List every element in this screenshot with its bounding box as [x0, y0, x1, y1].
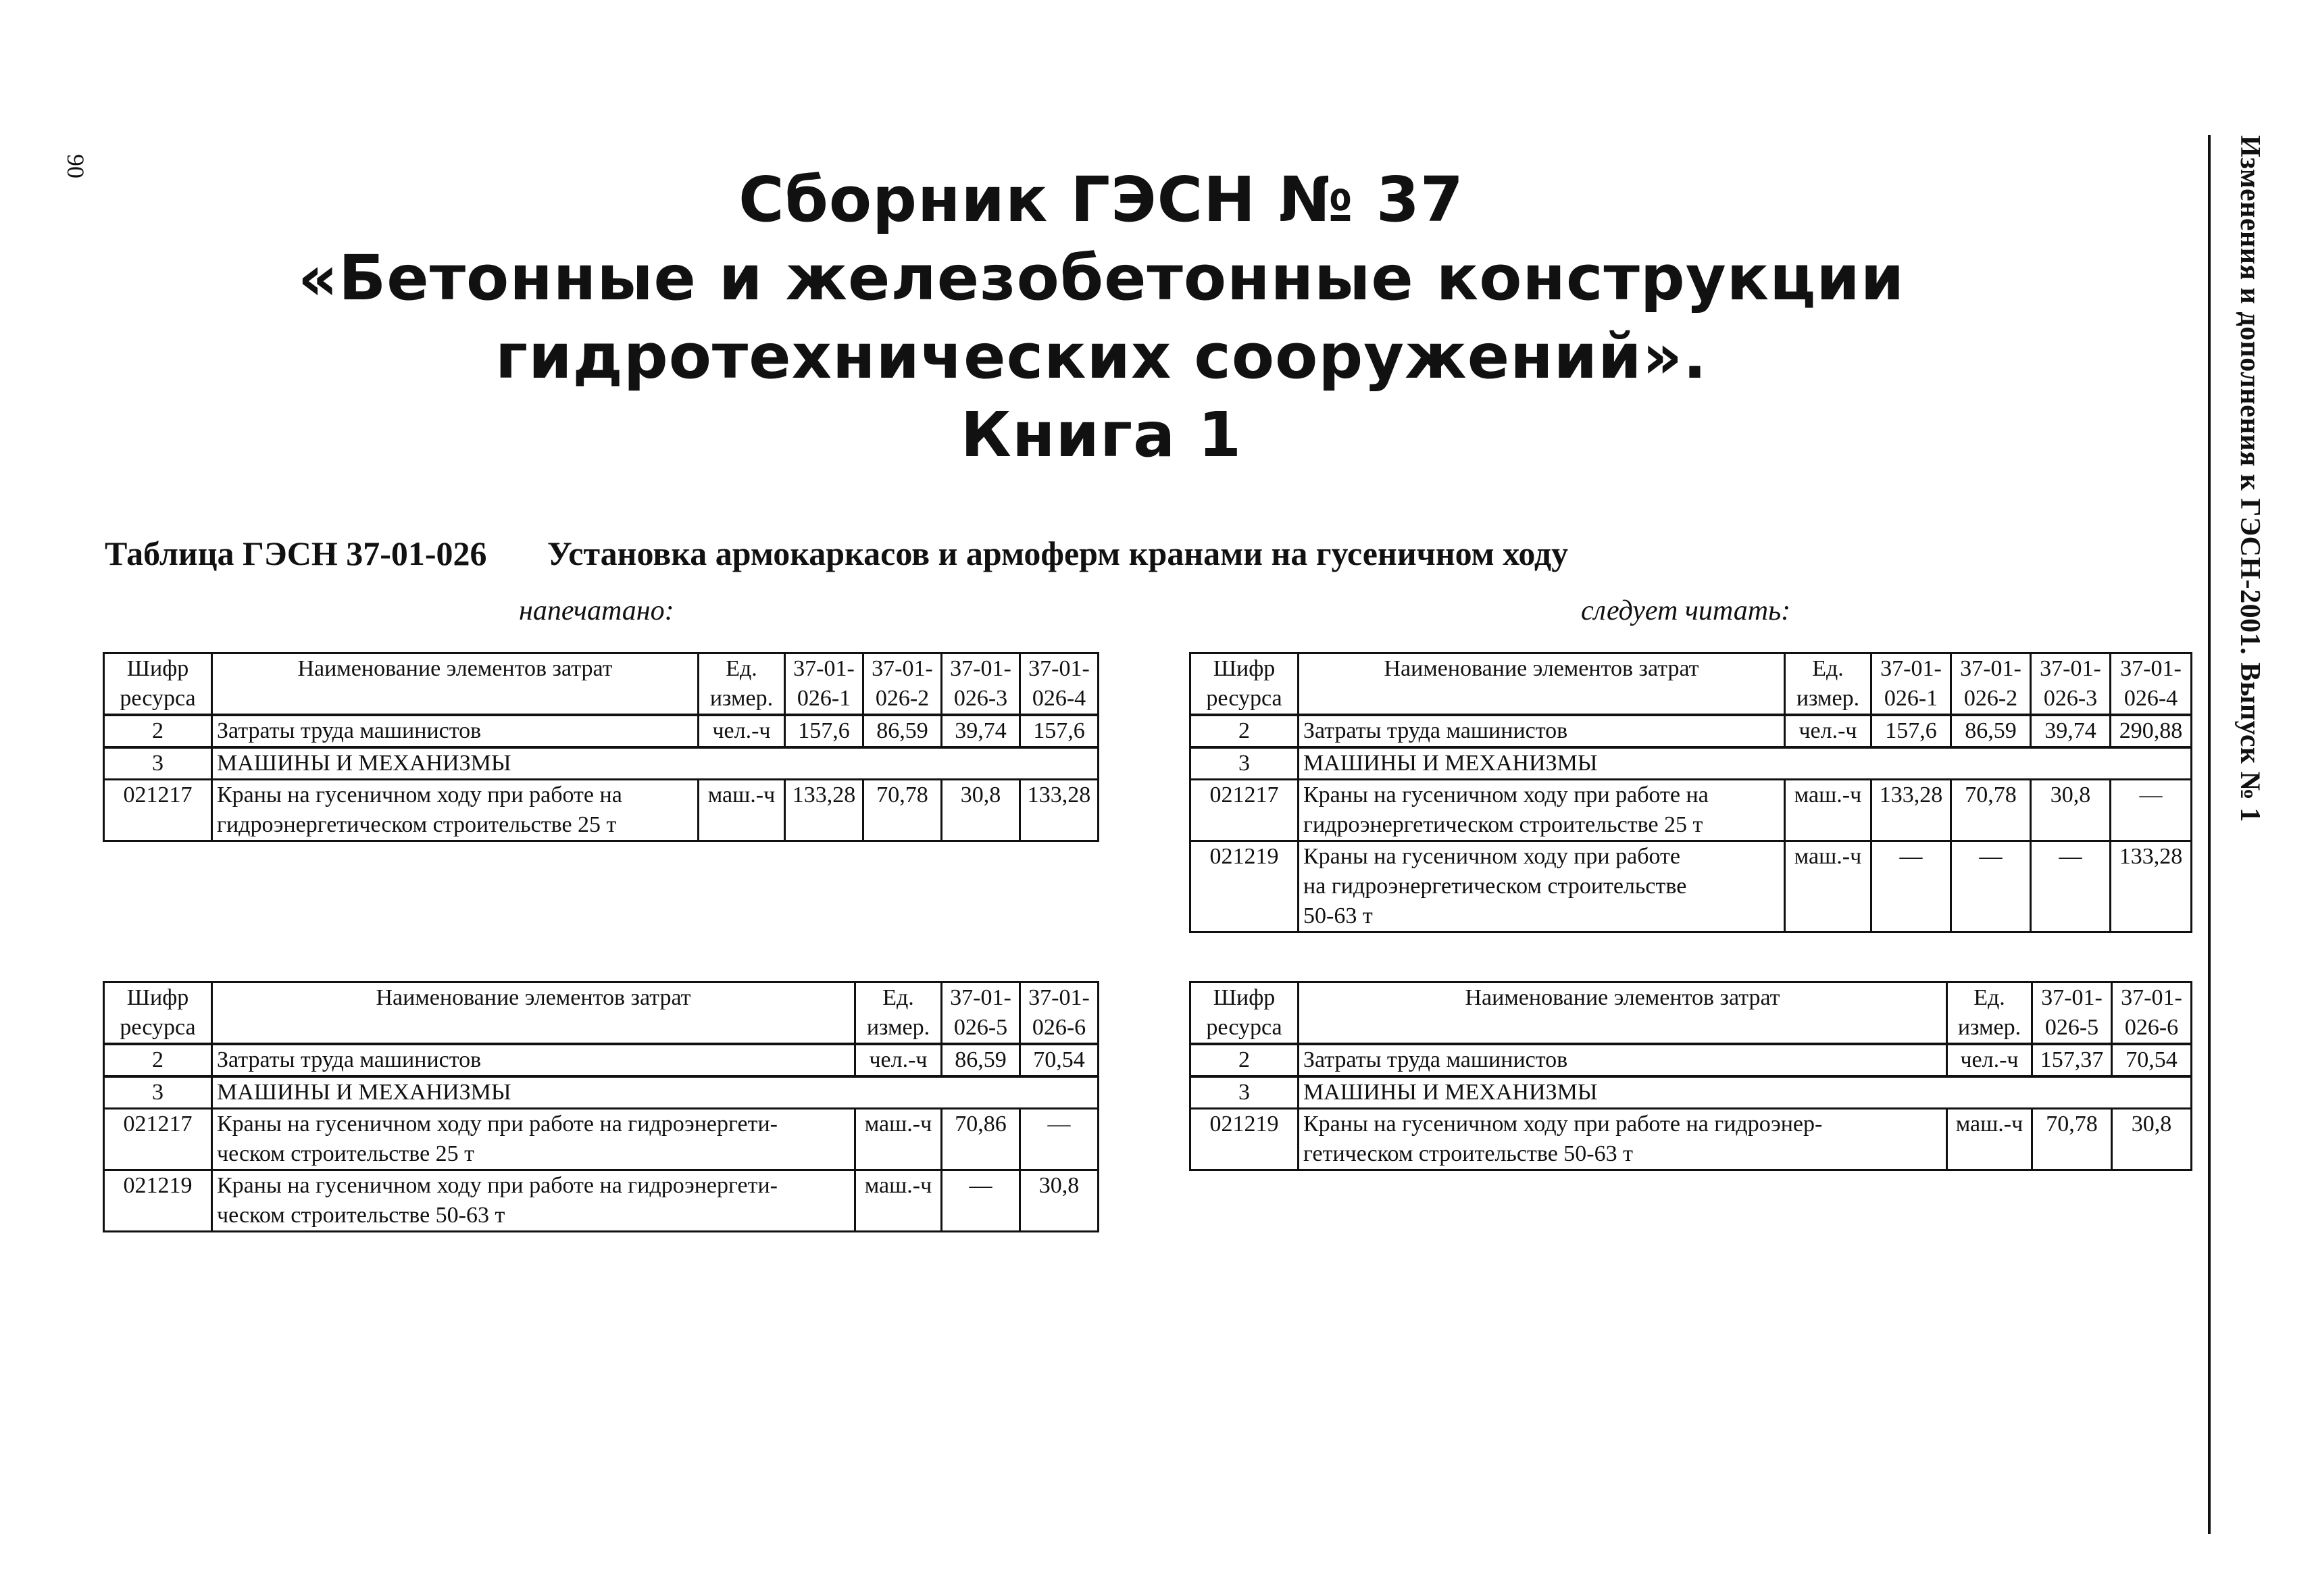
table-row [1190, 1076, 2192, 1109]
row-code: 2 [104, 1044, 212, 1076]
table-header-row [104, 653, 1099, 716]
table-row [104, 715, 1099, 747]
row-unit: маш.-ч [855, 1109, 942, 1170]
row-name: Краны на гусеничном ходу при работе на гидроэнергетическом строительстве 25 т [212, 780, 699, 841]
header-code: Шифр ресурса [104, 982, 212, 1045]
row-value: 157,37 [2032, 1044, 2112, 1076]
row-value: 133,28 [1020, 780, 1099, 841]
side-caption-container [2223, 135, 2277, 1054]
row-unit: чел.-ч [1785, 715, 1871, 747]
header-col-1: 37-01- 026-1 [1871, 653, 1951, 716]
header-col-4: 37-01- 026-4 [1020, 653, 1099, 716]
row-unit: маш.-ч [855, 1170, 942, 1232]
caption-printed: напечатано: [519, 595, 674, 626]
row-code: 021217 [1190, 780, 1299, 841]
row-value: 70,78 [1951, 780, 2031, 841]
row-name: Затраты труда машинистов [212, 1044, 855, 1076]
header-col-1: 37-01- 026-1 [785, 653, 863, 716]
document-title [0, 161, 2203, 474]
table-row [104, 1076, 1099, 1109]
row-code: 2 [1190, 715, 1299, 747]
row-value: — [1871, 841, 1951, 932]
row-value: 70,54 [1020, 1044, 1099, 1076]
header-col-5: 37-01- 026-5 [942, 982, 1020, 1045]
row-value: 70,86 [942, 1109, 1020, 1170]
header-col-2: 37-01- 026-2 [1951, 653, 2031, 716]
row-value: 157,6 [1871, 715, 1951, 747]
row-code: 3 [104, 747, 212, 780]
row-name: Затраты труда машинистов [1299, 715, 1785, 747]
row-value: — [1951, 841, 2031, 932]
table-heading [105, 534, 1659, 573]
row-value: 30,8 [942, 780, 1020, 841]
row-code: 3 [1190, 747, 1299, 780]
header-code: Шифр ресурса [1190, 653, 1299, 716]
row-name: Затраты труда машинистов [212, 715, 699, 747]
table-header-row [104, 982, 1099, 1045]
row-unit: чел.-ч [1947, 1044, 2032, 1076]
row-unit: маш.-ч [1785, 780, 1871, 841]
page-number: 90 [62, 154, 89, 178]
row-name: Краны на гусеничном ходу при работе на гидроэнергетическом строительстве 50-63 т [1299, 841, 1785, 932]
header-name: Наименование элементов затрат [212, 653, 699, 716]
row-unit: чел.-ч [699, 715, 785, 747]
row-code: 021217 [104, 780, 212, 841]
title-line-4: Книга 1 [960, 399, 1242, 471]
table-row [104, 1170, 1099, 1232]
row-code: 3 [1190, 1076, 1299, 1109]
table-row [104, 1044, 1099, 1076]
header-unit: Ед. измер. [1947, 982, 2032, 1045]
table-row [104, 1109, 1099, 1170]
row-value: 30,8 [1020, 1170, 1099, 1232]
row-value: 70,78 [863, 780, 942, 841]
row-name: Краны на гусеничном ходу при работе на гидроэнергети- ческом строительстве 25 т [212, 1109, 855, 1170]
row-value: 30,8 [2031, 780, 2111, 841]
row-value: — [2111, 780, 2192, 841]
row-code: 021219 [1190, 1109, 1299, 1170]
row-unit: маш.-ч [699, 780, 785, 841]
table-row [1190, 1044, 2192, 1076]
row-name: Затраты труда машинистов [1299, 1044, 1947, 1076]
row-value: — [2031, 841, 2111, 932]
table-header-row [1190, 653, 2192, 716]
header-name: Наименование элементов затрат [212, 982, 855, 1045]
section-name: МАШИНЫ И МЕХАНИЗМЫ [212, 747, 1099, 780]
table-row [1190, 780, 2192, 841]
row-value: 86,59 [863, 715, 942, 747]
header-col-2: 37-01- 026-2 [863, 653, 942, 716]
row-value: 86,59 [942, 1044, 1020, 1076]
row-value: 157,6 [785, 715, 863, 747]
title-line-2: «Бетонные и железобетонные конструкции [297, 242, 1905, 314]
table-row [1190, 841, 2192, 932]
row-name: Краны на гусеничном ходу при работе на гидроэнер- гетическом строительстве 50-63 т [1299, 1109, 1947, 1170]
section-name: МАШИНЫ И МЕХАНИЗМЫ [212, 1076, 1099, 1109]
printed-table-2 [103, 981, 1099, 1232]
header-unit: Ед. измер. [855, 982, 942, 1045]
table-row [104, 780, 1099, 841]
row-code: 021219 [104, 1170, 212, 1232]
row-code: 021217 [104, 1109, 212, 1170]
corrected-table-1 [1189, 652, 2192, 933]
title-line-3: гидротехнических сооружений». [495, 320, 1707, 393]
header-col-3: 37-01- 026-3 [2031, 653, 2111, 716]
header-unit: Ед. измер. [699, 653, 785, 716]
row-value: — [942, 1170, 1020, 1232]
header-name: Наименование элементов затрат [1299, 982, 1947, 1045]
row-value: 133,28 [1871, 780, 1951, 841]
section-name: МАШИНЫ И МЕХАНИЗМЫ [1299, 1076, 2192, 1109]
row-value: 157,6 [1020, 715, 1099, 747]
header-col-6: 37-01- 026-6 [1020, 982, 1099, 1045]
row-unit: чел.-ч [855, 1044, 942, 1076]
margin-rule [2208, 135, 2211, 1534]
row-code: 3 [104, 1076, 212, 1109]
row-value: — [1020, 1109, 1099, 1170]
header-name: Наименование элементов затрат [1299, 653, 1785, 716]
row-name: Краны на гусеничном ходу при работе на гидроэнергетическом строительстве 25 т [1299, 780, 1785, 841]
side-caption: Изменения и дополнения к ГЭСН-2001. Выпуск № 1 [2234, 135, 2265, 822]
row-value: 290,88 [2111, 715, 2192, 747]
header-col-4: 37-01- 026-4 [2111, 653, 2192, 716]
row-value: 133,28 [2111, 841, 2192, 932]
header-col-6: 37-01- 026-6 [2112, 982, 2192, 1045]
table-header-row [1190, 982, 2192, 1045]
row-code: 2 [1190, 1044, 1299, 1076]
table-row [104, 747, 1099, 780]
row-name: Краны на гусеничном ходу при работе на гидроэнергети- ческом строительстве 50-63 т [212, 1170, 855, 1232]
row-value: 39,74 [942, 715, 1020, 747]
row-value: 70,54 [2112, 1044, 2192, 1076]
row-value: 70,78 [2032, 1109, 2112, 1170]
section-name: МАШИНЫ И МЕХАНИЗМЫ [1299, 747, 2192, 780]
header-col-3: 37-01- 026-3 [942, 653, 1020, 716]
header-code: Шифр ресурса [104, 653, 212, 716]
table-row [1190, 747, 2192, 780]
table-row [1190, 1109, 2192, 1170]
row-code: 021219 [1190, 841, 1299, 932]
row-code: 2 [104, 715, 212, 747]
row-unit: маш.-ч [1947, 1109, 2032, 1170]
header-col-5: 37-01- 026-5 [2032, 982, 2112, 1045]
caption-corrected: следует читать: [1581, 595, 1791, 626]
header-code: Шифр ресурса [1190, 982, 1299, 1045]
title-line-1: Сборник ГЭСН № 37 [738, 164, 1464, 236]
table-row [1190, 715, 2192, 747]
table-name: Установка армокаркасов и армоферм кранами на гусеничном ходу [547, 534, 1569, 572]
row-value: 133,28 [785, 780, 863, 841]
row-value: 39,74 [2031, 715, 2111, 747]
row-value: 30,8 [2112, 1109, 2192, 1170]
header-unit: Ед. измер. [1785, 653, 1871, 716]
row-value: 86,59 [1951, 715, 2031, 747]
printed-table-1 [103, 652, 1099, 842]
corrected-table-2 [1189, 981, 2192, 1171]
table-number: Таблица ГЭСН 37-01-026 [105, 534, 487, 572]
row-unit: маш.-ч [1785, 841, 1871, 932]
